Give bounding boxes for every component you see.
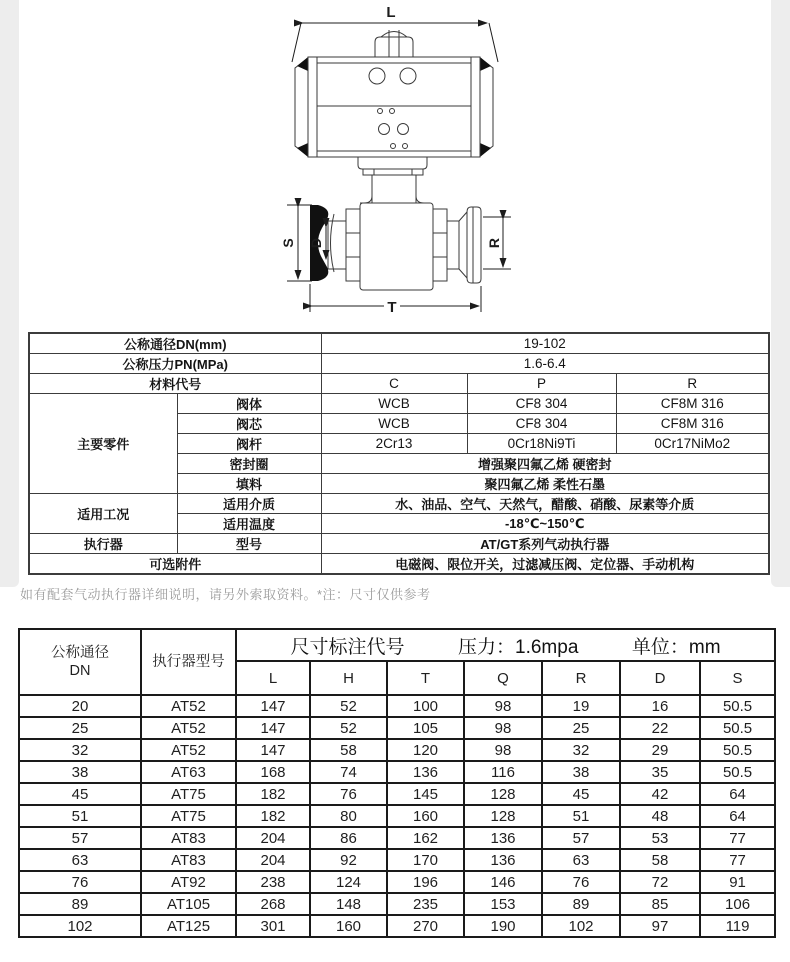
dim-cell: 77 [700,827,775,849]
dim-cell: 76 [310,783,387,805]
table-row [29,394,769,414]
dim-cell: 116 [464,761,542,783]
table-row [19,695,775,717]
dim-label-R: R [486,237,502,249]
table-row [19,849,775,871]
ball-valve-body [310,175,481,290]
dim-cell: 85 [620,893,700,915]
dim-cell: 98 [464,695,542,717]
footnote: 如有配套气动执行器详细说明，请另外索取资料。*注：尺寸仅供参考 [20,587,431,602]
spec-label: 材料代号 [29,374,321,394]
dim-cell: 63 [19,849,141,871]
dim-label-T: T [387,299,397,316]
dim-cell: 98 [464,717,542,739]
spec-value: WCB [321,414,467,434]
dim-cell: AT52 [141,739,236,761]
dim-label-S: S [280,238,296,248]
dim-cell: 52 [310,695,387,717]
dim-cell: AT83 [141,849,236,871]
dim-cell: 147 [236,739,310,761]
table-row [19,827,775,849]
dim-cell: 57 [542,827,620,849]
dimension-L [292,23,498,62]
dim-cell: 92 [310,849,387,871]
dim-cell: 50.5 [700,695,775,717]
col-S: S [700,661,775,695]
dim-cell: 51 [542,805,620,827]
spec-label: 阀杆 [177,434,321,454]
dim-cell: 136 [464,849,542,871]
dim-cell: 53 [620,827,700,849]
spec-value: CF8M 316 [616,394,769,414]
spec-value: 19-102 [321,333,769,354]
spec-value: 电磁阀、限位开关，过滤减压阀、定位器、手动机构 [321,554,769,575]
table-header-row [19,629,775,661]
dim-cell: 76 [542,871,620,893]
spec-value: AT/GT系列气动执行器 [321,534,769,554]
col-R: R [542,661,620,695]
spec-value: 0Cr18Ni9Ti [467,434,616,454]
dim-cell: 204 [236,827,310,849]
dim-cell: 190 [464,915,542,937]
dim-cell: 50.5 [700,717,775,739]
dim-cell: AT125 [141,915,236,937]
spec-label: 阀芯 [177,414,321,434]
dim-cell: 124 [310,871,387,893]
dim-cell: 86 [310,827,387,849]
dim-cell: 170 [387,849,464,871]
dim-cell: 146 [464,871,542,893]
col-H: H [310,661,387,695]
spec-value: CF8M 316 [616,414,769,434]
spec-label: 执行器 [29,534,177,554]
table-row [29,333,769,354]
header-dimension-codes [236,629,775,661]
spec-value: CF8 304 [467,414,616,434]
dim-cell: 162 [387,827,464,849]
dim-cell: 89 [542,893,620,915]
dim-cell: 32 [542,739,620,761]
dim-cell: 301 [236,915,310,937]
right-clamp-ferrule [467,207,481,283]
pneumatic-actuator [295,30,493,175]
spec-value: C [321,374,467,394]
dim-cell: 25 [19,717,141,739]
dim-cell: 105 [387,717,464,739]
valve-assembly-drawing [0,0,790,332]
dim-cell: AT75 [141,805,236,827]
dim-cell: 153 [464,893,542,915]
table-row [19,783,775,805]
spec-label: 公称通径DN(mm) [29,333,321,354]
dim-cell: 136 [464,827,542,849]
spec-value: 2Cr13 [321,434,467,454]
dim-cell: 51 [19,805,141,827]
table-row [19,761,775,783]
header-dn-line1: 公称通径 [51,644,109,661]
dim-cell: 160 [387,805,464,827]
col-T: T [387,661,464,695]
dim-cell: AT105 [141,893,236,915]
header-dn-line2: DN [69,663,91,679]
dim-cell: 182 [236,783,310,805]
spec-group-label: 适用工况 [29,494,177,534]
dim-cell: 16 [620,695,700,717]
header-actuator-model: 执行器型号 [141,629,236,695]
dim-cell: 19 [542,695,620,717]
spec-value: 0Cr17NiMo2 [616,434,769,454]
dim-cell: 270 [387,915,464,937]
spec-value: R [616,374,769,394]
dim-cell: 100 [387,695,464,717]
spec-label: 阀体 [177,394,321,414]
dim-cell: 91 [700,871,775,893]
spec-value: WCB [321,394,467,414]
dim-cell: AT75 [141,783,236,805]
dim-table-body [19,695,775,937]
table-row [29,534,769,554]
table-row [29,374,769,394]
dim-cell: AT52 [141,717,236,739]
dim-cell: 22 [620,717,700,739]
dim-cell: 168 [236,761,310,783]
spec-label: 适用介质 [177,494,321,514]
header-pressure: 压力：1.6mpa [458,636,579,658]
table-row [19,739,775,761]
spec-value: 1.6-6.4 [321,354,769,374]
spec-label: 可选附件 [29,554,321,575]
spec-value: CF8 304 [467,394,616,414]
dim-cell: 45 [19,783,141,805]
dim-cell: 196 [387,871,464,893]
dim-cell: 102 [542,915,620,937]
table-row [29,554,769,575]
table-row [19,915,775,937]
dim-cell: 119 [700,915,775,937]
table-row [19,871,775,893]
col-L: L [236,661,310,695]
dim-cell: 25 [542,717,620,739]
dim-cell: AT52 [141,695,236,717]
dim-cell: 38 [19,761,141,783]
dim-cell: 238 [236,871,310,893]
dim-cell: 74 [310,761,387,783]
header-dn [19,629,141,695]
dim-cell: 204 [236,849,310,871]
dim-cell: 48 [620,805,700,827]
dim-cell: 147 [236,717,310,739]
dim-cell: 160 [310,915,387,937]
col-Q: Q [464,661,542,695]
dim-cell: 80 [310,805,387,827]
dim-cell: 32 [19,739,141,761]
table-row [29,494,769,514]
dim-cell: 268 [236,893,310,915]
spec-value: 聚四氟乙烯 柔性石墨 [321,474,769,494]
dim-cell: 102 [19,915,141,937]
header-unit: 单位：mm [631,636,721,658]
spec-group-label: 主要零件 [29,394,177,494]
dim-cell: 235 [387,893,464,915]
dim-cell: 52 [310,717,387,739]
dim-cell: 58 [310,739,387,761]
dim-cell: 98 [464,739,542,761]
dim-cell: 29 [620,739,700,761]
dim-cell: 106 [700,893,775,915]
spec-label: 密封圈 [177,454,321,474]
dim-cell: 148 [310,893,387,915]
dim-cell: 64 [700,783,775,805]
header-code-title: 尺寸标注代号 [290,636,405,658]
spec-label: 型号 [177,534,321,554]
table-row [29,354,769,374]
dim-cell: 145 [387,783,464,805]
dim-cell: 89 [19,893,141,915]
dim-cell: 128 [464,783,542,805]
dim-cell: 20 [19,695,141,717]
dim-cell: AT92 [141,871,236,893]
spec-value: 水、油品、空气、天然气，醋酸、硝酸、尿素等介质 [321,494,769,514]
spec-label: 公称压力PN(MPa) [29,354,321,374]
spec-label: 适用温度 [177,514,321,534]
dim-cell: 97 [620,915,700,937]
dim-cell: 147 [236,695,310,717]
dim-cell: 63 [542,849,620,871]
spec-value: 增强聚四氟乙烯 硬密封 [321,454,769,474]
dim-cell: 57 [19,827,141,849]
dim-cell: 120 [387,739,464,761]
dim-label-L: L [386,4,396,21]
dim-cell: AT63 [141,761,236,783]
spec-value: -18℃~150℃ [321,514,769,534]
dim-cell: AT83 [141,827,236,849]
dimension-table [18,628,776,938]
dim-cell: 50.5 [700,739,775,761]
dim-cell: 77 [700,849,775,871]
dim-cell: 38 [542,761,620,783]
dim-cell: 50.5 [700,761,775,783]
table-row [19,893,775,915]
dim-cell: 76 [19,871,141,893]
dim-cell: 182 [236,805,310,827]
dim-cell: 42 [620,783,700,805]
dim-cell: 72 [620,871,700,893]
dim-label-D: D [308,237,324,249]
spec-label: 填料 [177,474,321,494]
dim-cell: 136 [387,761,464,783]
table-row [19,805,775,827]
dim-cell: 128 [464,805,542,827]
dim-cell: 64 [700,805,775,827]
table-row [19,717,775,739]
dim-cell: 45 [542,783,620,805]
col-D: D [620,661,700,695]
spec-value: P [467,374,616,394]
spec-table [28,332,770,575]
dim-cell: 35 [620,761,700,783]
dim-cell: 58 [620,849,700,871]
